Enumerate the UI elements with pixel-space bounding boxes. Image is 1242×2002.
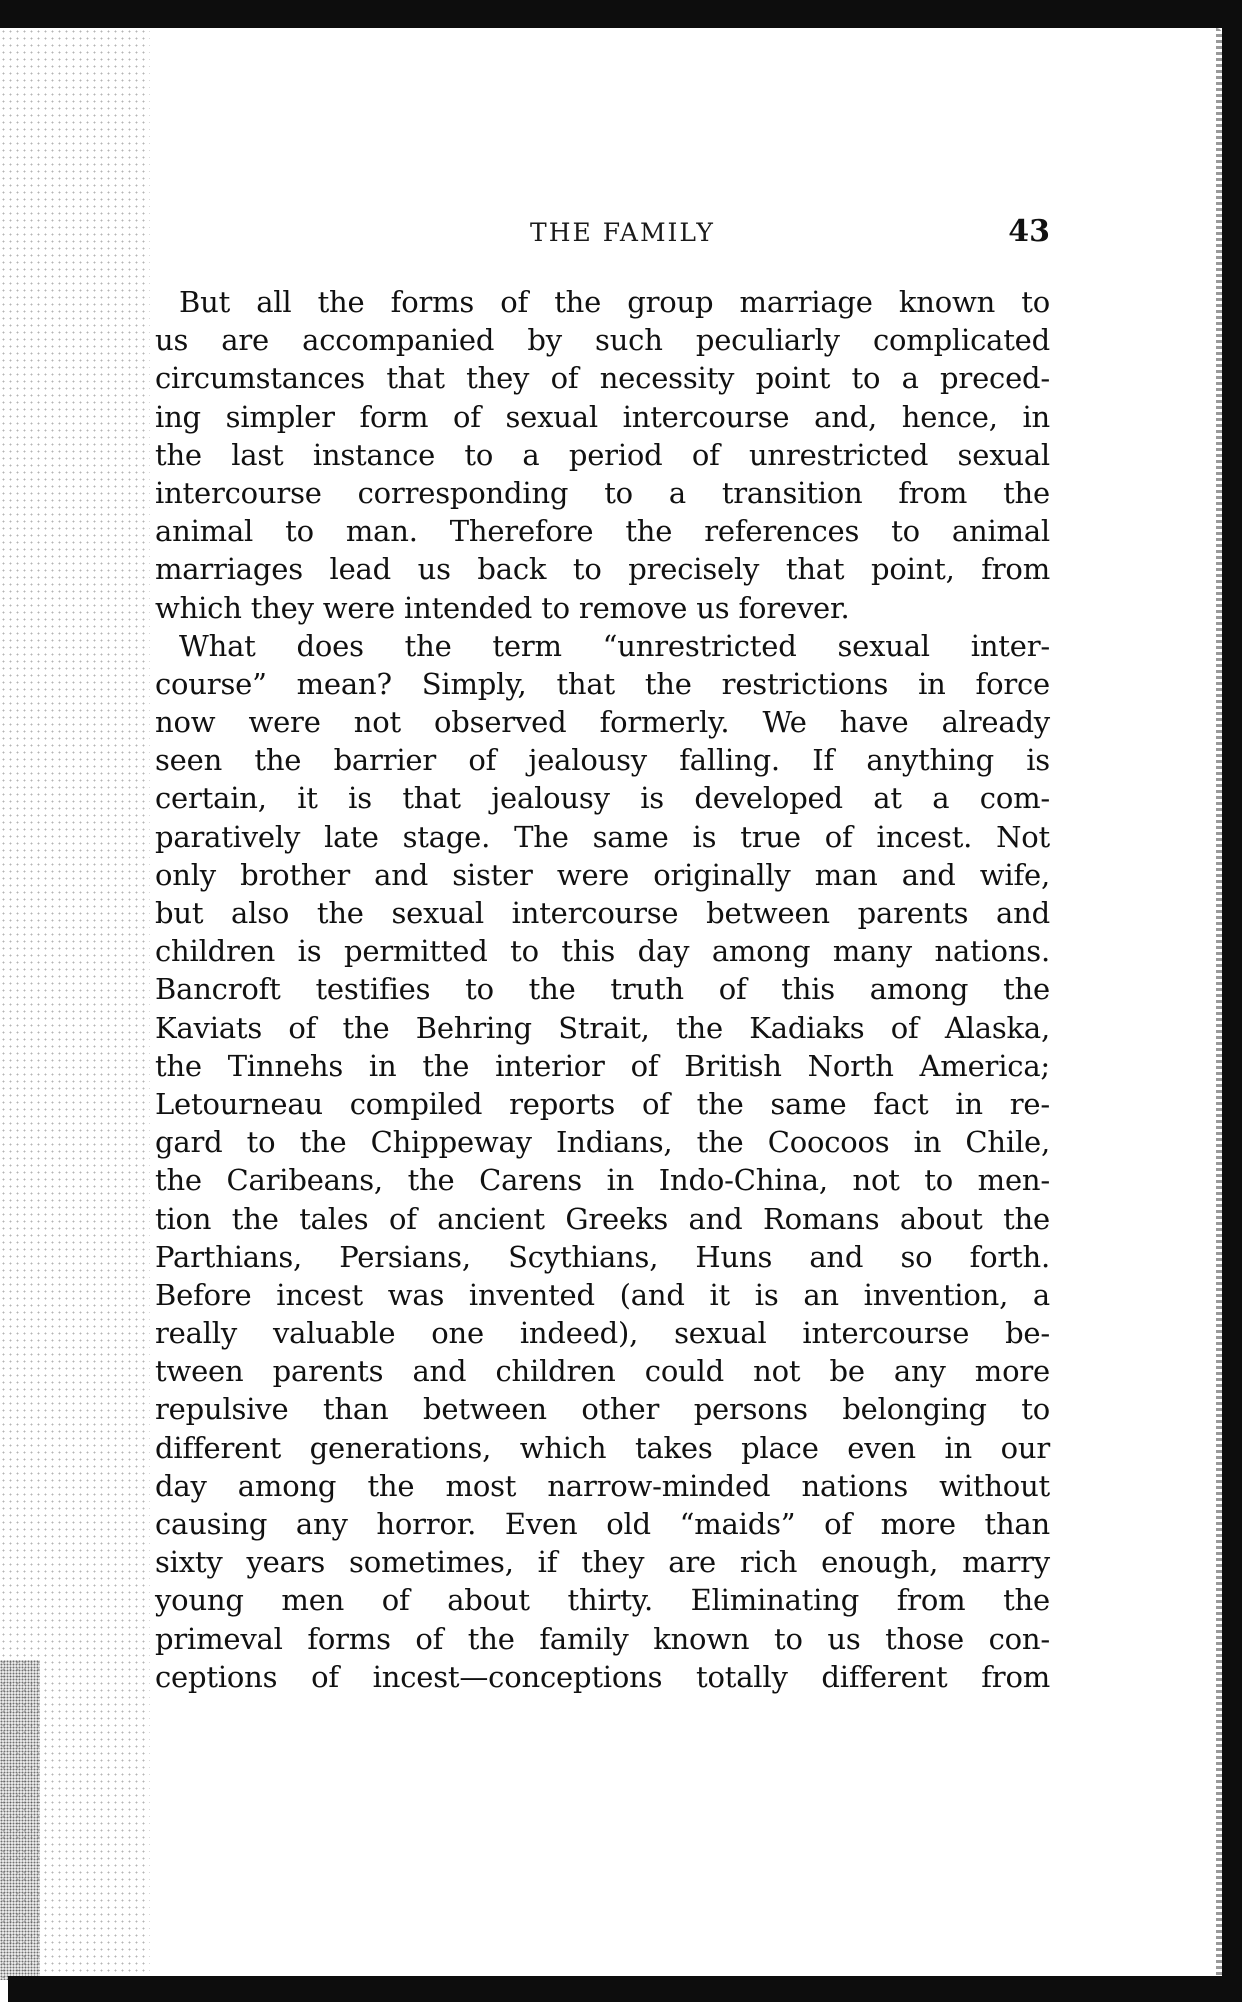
text-line: certain, it is that jealousy is developed at a com- [155,781,1050,816]
text-line: the last instance to a period of unrestricted sexual [155,437,1050,472]
text-line: day among the most narrow-minded nations without [155,1468,1050,1503]
text-line: the Caribeans, the Carens in Indo-China, not to men- [155,1163,1050,1198]
text-line: us are accompanied by such peculiarly complicated [155,323,1050,358]
text-line: ing simpler form of sexual intercourse and, hence, in [155,399,1050,434]
text-line: But all the forms of the group marriage known to [179,285,1050,319]
text-line: causing any horror. Even old “maids” of more than [155,1507,1050,1541]
text-line: really valuable one indeed), sexual intercourse be- [155,1316,1050,1351]
text-line: sixty years sometimes, if they are rich enough, marry [155,1545,1050,1580]
running-head-title: THE FAMILY [530,218,715,247]
text-line: Kaviats of the Behring Strait, the Kadiaks of Alaska, [155,1010,1050,1045]
text-line: tween parents and children could not be any more [155,1354,1050,1389]
text-line: paratively late stage. The same is true of incest. Not [155,819,1050,854]
body-text [155,283,1050,1696]
paragraph-1 [155,283,1050,627]
text-line: children is permitted to this day among many nations. [155,934,1050,969]
text-line: ceptions of incest—conceptions totally different from [155,1659,1050,1694]
text-line: but also the sexual intercourse between parents and [155,896,1050,930]
text-line: gard to the Chippeway Indians, the Coocoos in Chile, [155,1125,1050,1160]
text-line: intercourse corresponding to a transition from the [155,475,1050,510]
text-line: young men of about thirty. Eliminating from the [155,1583,1050,1618]
text-line: different generations, which takes place even in our [155,1430,1050,1465]
text-line: Bancroft testifies to the truth of this among the [155,972,1050,1007]
text-line: marriages lead us back to precisely that point, from [155,552,1050,587]
page-number: 43 [1008,214,1050,249]
text-line: which they were intended to remove us forever. [155,590,850,625]
running-head [155,214,1050,254]
text-line: only brother and sister were originally man and wife, [155,857,1050,892]
text-line: repulsive than between other persons belonging to [155,1392,1050,1427]
text-line: tion the tales of ancient Greeks and Romans about the [155,1201,1050,1236]
text-line: seen the barrier of jealousy falling. If anything is [155,743,1050,778]
text-line: now were not observed formerly. We have already [155,705,1050,740]
paragraph-2 [155,627,1050,1696]
text-line: course” mean? Simply, that the restrictions in force [155,666,1050,701]
text-line: primeval forms of the family known to us those con- [155,1621,1050,1656]
text-line: Parthians, Persians, Scythians, Huns and so forth. [155,1239,1050,1274]
text-line: Before incest was invented (and it is an invention, a [155,1277,1050,1312]
text-line: Letourneau compiled reports of the same fact in re- [155,1086,1050,1121]
text-line: animal to man. Therefore the references to animal [155,514,1050,549]
text-line: What does the term “unrestricted sexual inter- [179,628,1050,663]
text-line: the Tinnehs in the interior of British North America; [155,1048,1050,1083]
text-line: circumstances that they of necessity point to a preced- [155,361,1050,396]
